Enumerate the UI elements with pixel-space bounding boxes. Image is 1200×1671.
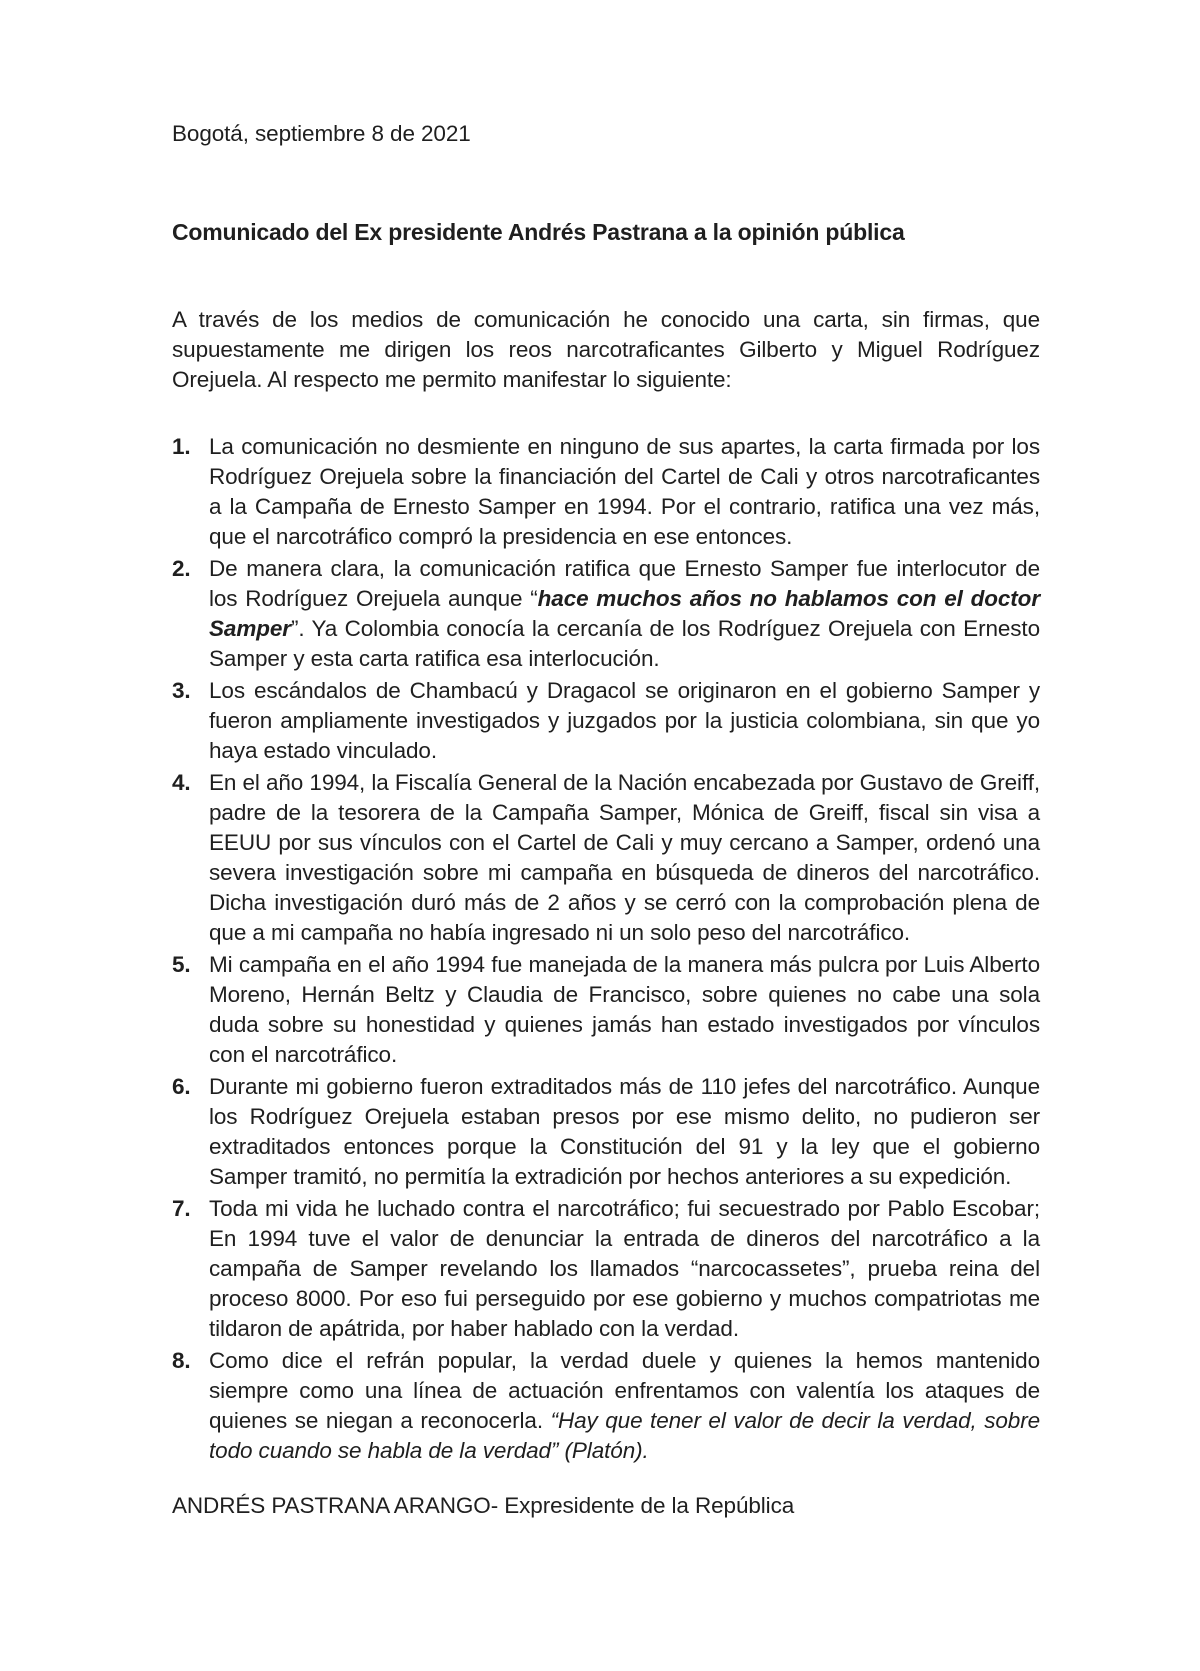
list-item-text [209, 952, 1040, 1067]
list-item-number: 3. [172, 678, 191, 703]
intro-paragraph: A través de los medios de comunicación he conocido una carta, sin firmas, que supuestamente me dirigen los reos narcotraficantes Gilberto y Miguel Rodríguez Orejuela. Al respecto me permito manifestar lo siguiente: [172, 307, 1040, 392]
text-run: En el año 1994, la Fiscalía General de la Nación encabezada por Gustavo de Greiff, padre de la tesorera de la Campaña Samper, Mónica de Greiff, fiscal sin visa a EEUU por sus vínculos con el Cartel de Cali y muy cercano a Samper, ordenó una severa investigación sobre mi campaña en búsqueda de dineros del narcotráfico. Dicha investigación duró más de 2 años y se cerró con la comprobación plena de que a mi campaña no había ingresado ni un solo peso del narcotráfico. [209, 770, 1040, 945]
list-item-text [209, 770, 1040, 945]
list-item-number: 1. [172, 434, 191, 459]
list-item [172, 1194, 1040, 1344]
list-item-number: 4. [172, 770, 191, 795]
text-run: hace muchos años no hablamos con el doctor Samper [209, 586, 1040, 641]
text-run: Los escándalos de Chambacú y Dragacol se originaron en el gobierno Samper y fueron ampliamente investigados y juzgados por la justicia colombiana, sin que yo haya estado vinculado. [209, 678, 1040, 763]
date-line: Bogotá, septiembre 8 de 2021 [172, 121, 471, 146]
text-run: La comunicación no desmiente en ninguno de sus apartes, la carta firmada por los Rodríguez Orejuela sobre la financiación del Cartel de Cali y otros narcotraficantes a la Campaña de Ernesto Samper en 1994. Por el contrario, ratifica una vez más, que el narcotráfico compró la presidencia en ese entonces. [209, 434, 1040, 549]
text-run: Mi campaña en el año 1994 fue manejada de la manera más pulcra por Luis Alberto Moreno, Hernán Beltz y Claudia de Francisco, sobre quienes no cabe una sola duda sobre su honestidad y quienes jamás han estado investigados por vínculos con el narcotráfico. [209, 952, 1040, 1067]
list-item [172, 554, 1040, 674]
text-run: De manera clara, la comunicación ratifica que Ernesto Samper fue interlocutor de los Rodríguez Orejuela aunque “ [209, 556, 1040, 611]
list-item-number: 2. [172, 556, 191, 581]
list-item-text [209, 1348, 1040, 1463]
list-item-number: 8. [172, 1348, 191, 1373]
signature-line: ANDRÉS PASTRANA ARANGO- Expresidente de la República [172, 1493, 795, 1518]
document-title: Comunicado del Ex presidente Andrés Pastrana a la opinión pública [172, 219, 905, 245]
text-run: Durante mi gobierno fueron extraditados más de 110 jefes del narcotráfico. Aunque los Rodríguez Orejuela estaban presos por ese mismo delito, no pudieron ser extraditados entonces porque la Constitución del 91 y la ley que el gobierno Samper tramitó, no permitía la extradición por hechos anteriores a su expedición. [209, 1074, 1040, 1189]
list-item-number: 5. [172, 952, 191, 977]
list-item-text [209, 434, 1040, 549]
numbered-list [172, 432, 1040, 1466]
text-run: ”. Ya Colombia conocía la cercanía de los Rodríguez Orejuela con Ernesto Samper y esta carta ratifica esa interlocución. [209, 616, 1040, 671]
list-item [172, 950, 1040, 1070]
list-item [172, 1346, 1040, 1466]
list-item [172, 432, 1040, 552]
list-item [172, 676, 1040, 766]
list-item-text [209, 678, 1040, 763]
list-item-text [209, 1074, 1040, 1189]
list-item-text [209, 1196, 1040, 1341]
list-item-number: 6. [172, 1074, 191, 1099]
text-run: Toda mi vida he luchado contra el narcotráfico; fui secuestrado por Pablo Escobar; En 1994 tuve el valor de denunciar la entrada de dineros del narcotráfico a la campaña de Samper revelando los llamados “narcocassetes”, prueba reina del proceso 8000. Por eso fui perseguido por ese gobierno y muchos compatriotas me tildaron de apátrida, por haber hablado con la verdad. [209, 1196, 1040, 1341]
list-item [172, 768, 1040, 948]
list-item-number: 7. [172, 1196, 191, 1221]
list-item-text [209, 556, 1040, 671]
list-item [172, 1072, 1040, 1192]
text-run: “Hay que tener el valor de decir la verdad, sobre todo cuando se habla de la verdad” (Platón). [209, 1408, 1040, 1463]
text-run: Como dice el refrán popular, la verdad duele y quienes la hemos mantenido siempre como una línea de actuación enfrentamos con valentía los ataques de quienes se niegan a reconocerla. [209, 1348, 1040, 1433]
